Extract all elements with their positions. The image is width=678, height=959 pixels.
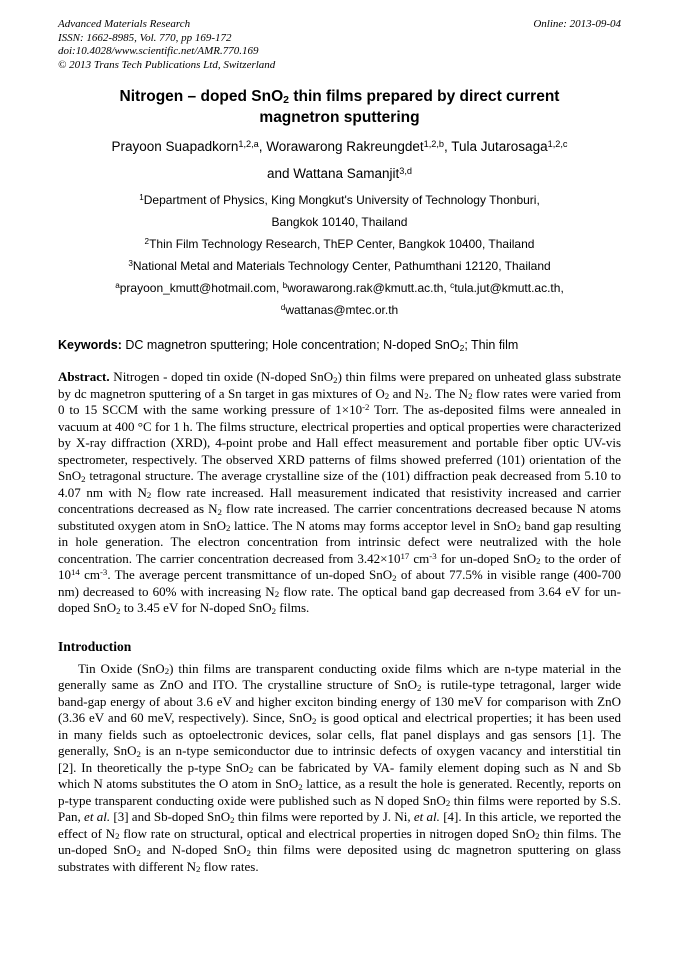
keywords-line: Keywords: DC magnetron sputtering; Hole concentration; N-doped SnO$_2$; Thin film [58, 338, 519, 353]
affiliation-1-line-1: $^1$Department of Physics, King Mongkut's University of Technology Thonburi, [139, 193, 540, 207]
introduction-heading: Introduction [58, 638, 132, 654]
abstract-paragraph: Abstract. Nitrogen - doped tin oxide (N-doped SnO$_2$) thin films were prepared on unheated glass substrate by dc magnetron sputtering of a Sn target in gas mixtures of $O_2$ and $N_2$. The $N_2$ flow rates were varied from 0 to 15 SCCM with the same working pressure of $1\times 10^{-2}$ Torr. The as-deposited films were annealed in vacuum at 400 °C for 1 h. The films structure, electrical properties and optical properties were characterized by X-ray diffraction (XRD), 4-point probe and Hall effect measurement and portable fiber optic UV-vis spectrometer, respectively. The observed XRD patterns of films showed preferred (101) orientation of the SnO$_2$ tetragonal structure. The average crystalline size of the (101) diffraction peak decreased from 5.10 to 4.07 nm with $N_2$ flow rate increased. Hall measurement indicated that resistivity increased and carrier concentrations decreased as $N_2$ flow rate increased. The carrier concentrations decreased because N atoms substituted oxygen atom in SnO$_2$ lattice. The N atoms may forms acceptor level in SnO$_2$ band gap resulting in hole generation. The electron concentration from intrinsic defect were neutralized with the hole concentration. The carrier concentration decreased from $3.42\times 10^{17}$ $cm^{-3}$ for un-doped SnO$_2$ to the order of $10^{14}$ $cm^{-3}$. The average percent transmittance of un-doped SnO$_2$ of about 77.5% in visible range (400-700 nm) decreased to 60% with increasing $N_2$ flow rate. The optical band gap decreased from 3.64 eV for un-doped SnO$_2$ to 3.45 eV for N-doped SnO$_2$ films. [58, 369, 622, 616]
journal-name: Advanced Materials Research [58, 18, 191, 30]
doi-line: doi:10.4028/www.scientific.net/AMR.770.169 [58, 45, 259, 57]
author-line-1: Prayoon Suapadkorn$^{1,2,a}$, Worawarong Rakreungdet$^{1,2,b}$, Tula Jutarosaga$^{1,2,c}$ [111, 138, 568, 154]
online-date: Online: 2013-09-04 [533, 18, 621, 30]
issn-line: ISSN: 1662-8985, Vol. 770, pp 169-172 [58, 31, 232, 44]
author-emails-line-1: $^a$prayoon_kmutt@hotmail.com, $^b$worawarong.rak@kmutt.ac.th, $^c$tula.jut@kmutt.ac.th, [115, 281, 564, 295]
affiliations [58, 189, 621, 321]
author-list [58, 133, 621, 187]
introduction-paragraph: Tin Oxide (SnO$_2$) thin films are transparent conducting oxide films which are n-type material in the generally same as ZnO and ITO. The crystalline structure of SnO$_2$ is rutile-type tetragonal, larger wide band-gap energy of about 3.6 eV and higher exciton binding energy of 130 meV for comparison with ZnO (3.36 eV and 60 meV, respectively). Since, SnO$_2$ is good optical and electrical properties; it has been used in many fields such as optoelectronic devices, solar cells, flat panel displays and gas sensors [1]. The generally, SnO$_2$ is an n-type semiconductor due to intrinsic defects of oxygen vacancy and interstitial tin [2]. In theoretically the p-type SnO$_2$ can be fabricated by VA- family element doping such as N and Sb which N atoms substitutes the O atom in SnO$_2$ lattice, as a result the hole is generated. Recently, reports on p-type transparent conducting oxide were published such as N doped SnO$_2$ thin films were reported by S.S. Pan, et al. [3] and Sb-doped SnO$_2$ thin films were reported by J. Ni, et al. [4]. In this article, we reported the effect of $N_2$ flow rate on structural, optical and electrical properties in nitrogen doped SnO$_2$ thin films. The un-doped SnO$_2$ and N-doped SnO$_2$ thin films were deposited using dc magnetron sputtering on glass substrates with different $N_2$ flow rates. [58, 660, 622, 875]
paper-title [58, 86, 621, 128]
author-line-2: and Wattana Samanjit$^{3,d}$ [266, 165, 413, 181]
affiliation-2: $^2$Thin Film Technology Research, ThEP Center, Bangkok 10400, Thailand [144, 237, 535, 251]
journal-header [58, 18, 621, 72]
journal-header-row [58, 18, 621, 32]
paper-title-line-1: Nitrogen – doped SnO$_2$ thin films prepared by direct current [119, 88, 560, 106]
affiliation-1-line-2: Bangkok 10140, Thailand [271, 215, 408, 229]
author-emails-line-2: $^d$wattanas@mtec.or.th [280, 303, 399, 317]
copyright-line: © 2013 Trans Tech Publications Ltd, Switzerland [58, 58, 276, 71]
affiliation-3: $^3$National Metal and Materials Technology Center, Pathumthani 12120, Thailand [128, 259, 551, 273]
paper-title-line-2: magnetron sputtering [259, 109, 420, 126]
